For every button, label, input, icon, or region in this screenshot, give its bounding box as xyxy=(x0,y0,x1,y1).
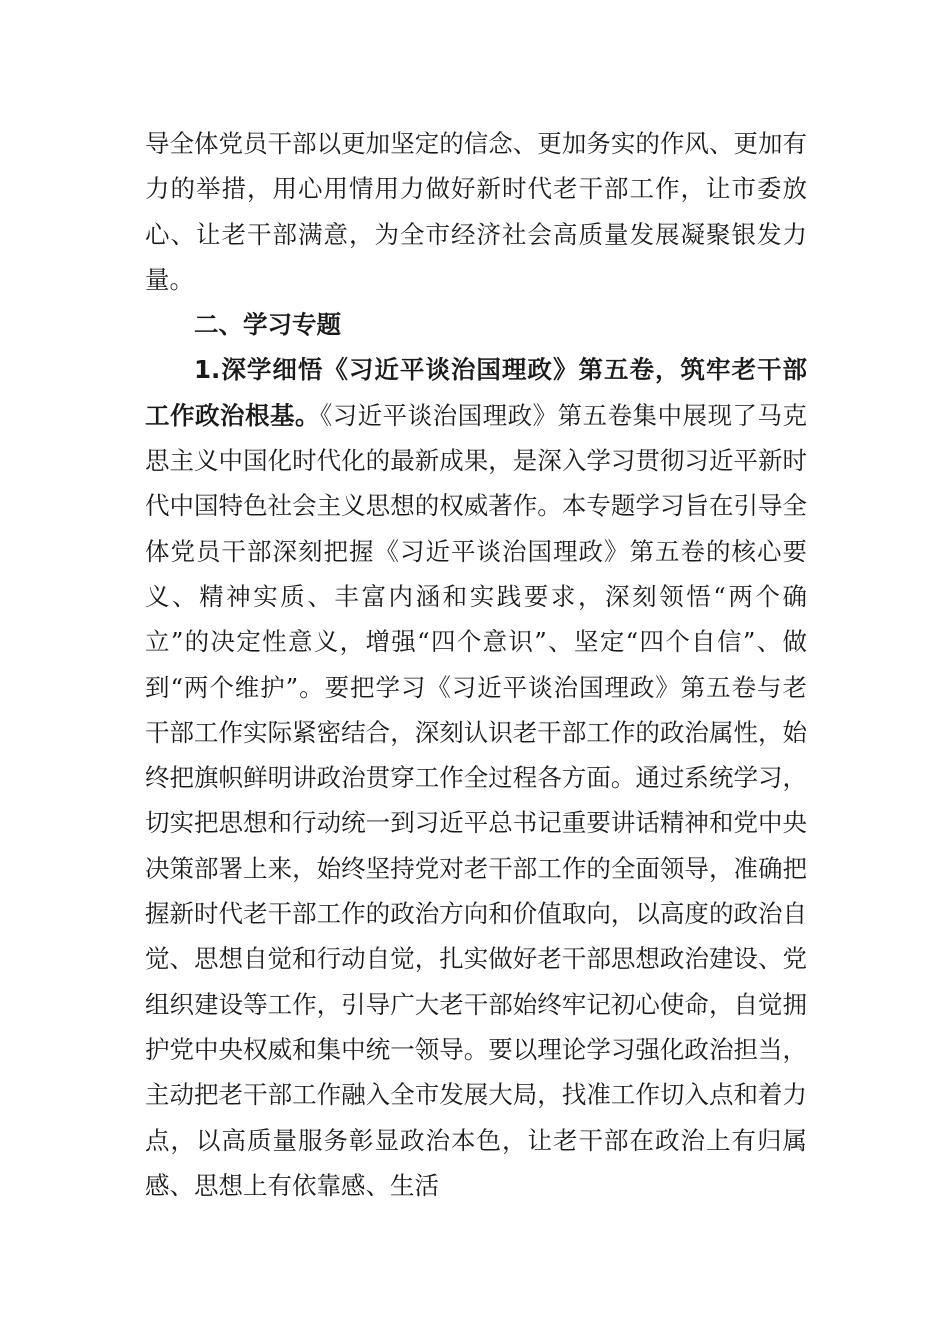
topic-1-lead: 1.深学细悟《习近平谈治国理政》第五卷，筑牢老干部工作政治根基。 xyxy=(145,355,807,430)
topic-1-body: 《习近平谈治国理政》第五卷集中展现了马克思主义中国化时代化的最新成果，是深入学习贯彻习近平新时代中国特色社会主义思想的权威著作。本专题学习旨在引导全体党员干部深刻把握《习近平谈治国理政》第五卷的核心要义、精神实质、丰富内涵和实践要求，深刻领悟“两个确立”的决定性意义，增强“四个意识”、坚定“四个自信”、做到“两个维护”。要把学习《习近平谈治国理政》第五卷与老干部工作实际紧密结合，深刻认识老干部工作的政治属性，始终把旗帜鲜明讲政治贯穿工作全过程各方面。通过系统学习，切实把思想和行动统一到习近平总书记重要讲话精神和党中央决策部署上来，始终坚持党对老干部工作的全面领导，准确把握新时代老干部工作的政治方向和价值取向，以高度的政治自觉、思想自觉和行动自觉，扎实做好老干部思想政治建设、党组织建设等工作，引导广大老干部始终牢记初心使命，自觉拥护党中央权威和集中统一领导。要以理论学习强化政治担当，主动把老干部工作融入全市发展大局，找准工作切入点和着力点，以高质量服务彰显政治本色，让老干部在政治上有归属感、思想上有依靠感、生活 xyxy=(145,400,808,1200)
continuation-paragraph: 导全体党员干部以更加坚定的信念、更加务实的作风、更加有力的举措，用心用情用力做好新时代老干部工作，让市委放心、让老干部满意，为全市经济社会高质量发展凝聚银发力量。 xyxy=(145,129,807,294)
section-heading: 二、学习专题 xyxy=(194,310,341,340)
topic-1-paragraph xyxy=(145,347,807,1208)
document-page xyxy=(145,121,807,1208)
